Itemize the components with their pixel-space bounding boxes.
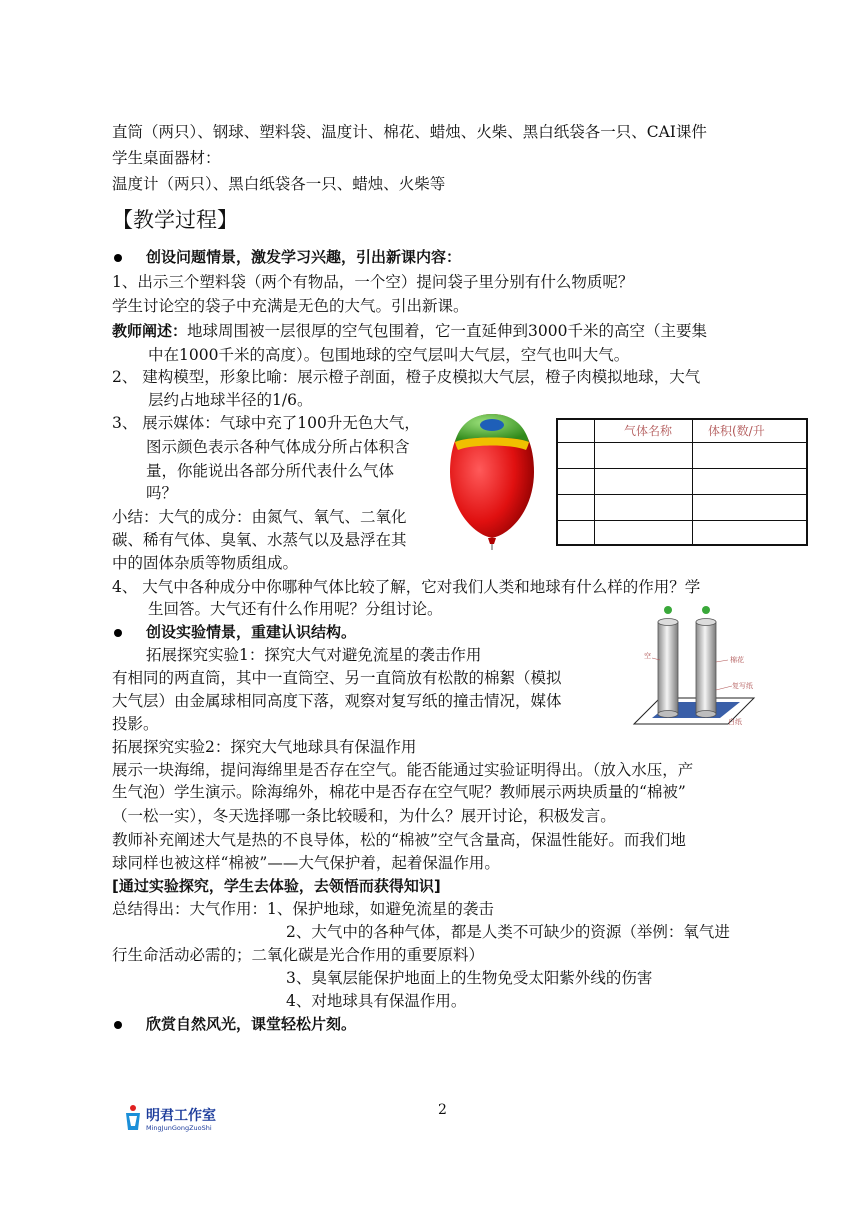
paragraph: 层约占地球半径的1/6。 (148, 391, 313, 409)
tubes-experiment-figure (632, 600, 762, 734)
paragraph: 拓展探究实验1：探究大气对避免流星的袭击作用 (146, 646, 482, 664)
paragraph: 小结：大气的成分：由氮气、氧气、二氧化 (112, 508, 407, 526)
paragraph: 有相同的两直筒，其中一直筒空、另一直筒放有松散的棉絮（模拟 (112, 669, 562, 687)
paragraph: 投影。 (112, 715, 159, 733)
table-header-gas-name: 气体名称 (624, 424, 673, 438)
balloon-figure (446, 412, 538, 552)
paragraph: 1、出示三个塑料袋（两个有物品，一个空）提问袋子里分别有什么物质呢？ (112, 273, 634, 291)
table-header-volume: 体积(数/升 (708, 424, 765, 438)
paragraph: 生气泡）学生演示。除海绵外，棉花中是否存在空气呢？教师展示两块质量的“棉被” (112, 783, 686, 801)
bullet-dot (114, 254, 122, 262)
paragraph: 吗？ (146, 484, 178, 502)
paragraph: 中的固体杂质等物质组成。 (112, 554, 299, 572)
paragraph: 教师补充阐述大气是热的不良导体，松的“棉被”空气含量高，保温性能好。而我们地 (112, 831, 686, 849)
paragraph: （一松一实），冬天选择哪一条比较暖和，为什么？展开讨论，积极发言。 (112, 807, 616, 825)
label-empty: 空 (644, 652, 651, 660)
student-equipment-line: 温度计（两只）、黑白纸袋各一只、蜡烛、火柴等 (112, 175, 446, 193)
table-divider (558, 520, 806, 521)
gas-table (556, 418, 808, 546)
logo-name: 明君工作室 (146, 1108, 216, 1124)
paragraph: 球同样也被这样“棉被”——大气保护着，起着保温作用。 (112, 854, 500, 872)
bullet-heading-1: 创设问题情景，激发学习兴趣，引出新课内容： (146, 248, 462, 266)
summary-line: 3、臭氧层能保护地面上的生物免受太阳紫外线的伤害 (286, 969, 653, 987)
paragraph: 2、 建构模型，形象比喻：展示橙子剖面，橙子皮模拟大气层，橙子肉模拟地球，大气 (112, 368, 701, 386)
paragraph: 中在1000千米的高度）。包围地球的空气层叫大气层，空气也叫大气。 (148, 346, 630, 364)
bullet-heading-3: 欣赏自然风光，课堂轻松片刻。 (146, 1015, 357, 1033)
paragraph: 学生讨论空的袋子中充满是无色的大气。引出新课。 (112, 297, 469, 315)
paragraph: 4、 大气中各种成分中你哪种气体比较了解，它对我们人类和地球有什么样的作用？学 (112, 578, 701, 596)
paragraph: 3、 展示媒体：气球中充了100升无色大气， (112, 414, 420, 432)
summary-line: 2、大气中的各种气体，都是人类不可缺少的资源（举例：氧气进 (286, 923, 730, 941)
paragraph: 拓展探究实验2：探究大气地球具有保温作用 (112, 738, 417, 756)
table-divider (558, 494, 806, 495)
table-divider (558, 468, 806, 469)
paragraph: 展示一块海绵，提问海绵里是否存在空气。能否能通过实验证明得出。（放入水压，产 (112, 761, 694, 779)
bullet-heading-2: 创设实验情景，重建认识结构。 (146, 623, 357, 641)
summary-line: 总结得出：大气作用：1、保护地球，如避免流星的袭击 (112, 900, 494, 918)
logo-icon (124, 1104, 144, 1132)
table-divider (594, 420, 595, 544)
summary-line: 4、对地球具有保温作用。 (286, 992, 467, 1010)
student-equipment-title: 学生桌面器材： (112, 149, 221, 167)
section-heading: 【教学过程】 (112, 208, 238, 232)
teacher-label: 教师阐述： (112, 322, 188, 340)
paragraph: 量，你能说出各部分所代表什么气体 (146, 462, 395, 480)
bullet-dot (114, 629, 122, 637)
paragraph (112, 320, 707, 343)
table-divider (692, 420, 693, 544)
logo-subtitle: MingJunGongZuoShi (146, 1124, 212, 1132)
paragraph: 图示颜色表示各种气体成分所占体积含 (146, 438, 410, 456)
page-number: 2 (438, 1102, 447, 1118)
paragraph: 大气层）由金属球相同高度下落，观察对复写纸的撞击情况，媒体 (112, 692, 562, 710)
bracket-note: [通过实验探究，学生去体验，去领悟而获得知识] (112, 877, 441, 895)
label-cotton: 棉花 (730, 656, 744, 664)
table-divider (558, 442, 806, 443)
label-carbon-paper: 复写纸 (732, 682, 753, 690)
paragraph: 生回答。大气还有什么作用呢？分组讨论。 (148, 600, 443, 618)
paragraph: 碳、稀有气体、臭氧、水蒸气以及悬浮在其 (112, 531, 407, 549)
equipment-line: 直筒（两只）、钢球、塑料袋、温度计、棉花、蜡烛、火柴、黑白纸袋各一只、CAI课件 (112, 123, 707, 141)
label-white-paper: 白纸 (728, 718, 742, 726)
bullet-dot (114, 1021, 122, 1029)
paragraph-text: 地球周围被一层很厚的空气包围着，它一直延伸到3000千米的高空（主要集 (187, 322, 707, 340)
summary-line: 行生命活动必需的；二氧化碳是光合作用的重要原料） (112, 946, 485, 964)
